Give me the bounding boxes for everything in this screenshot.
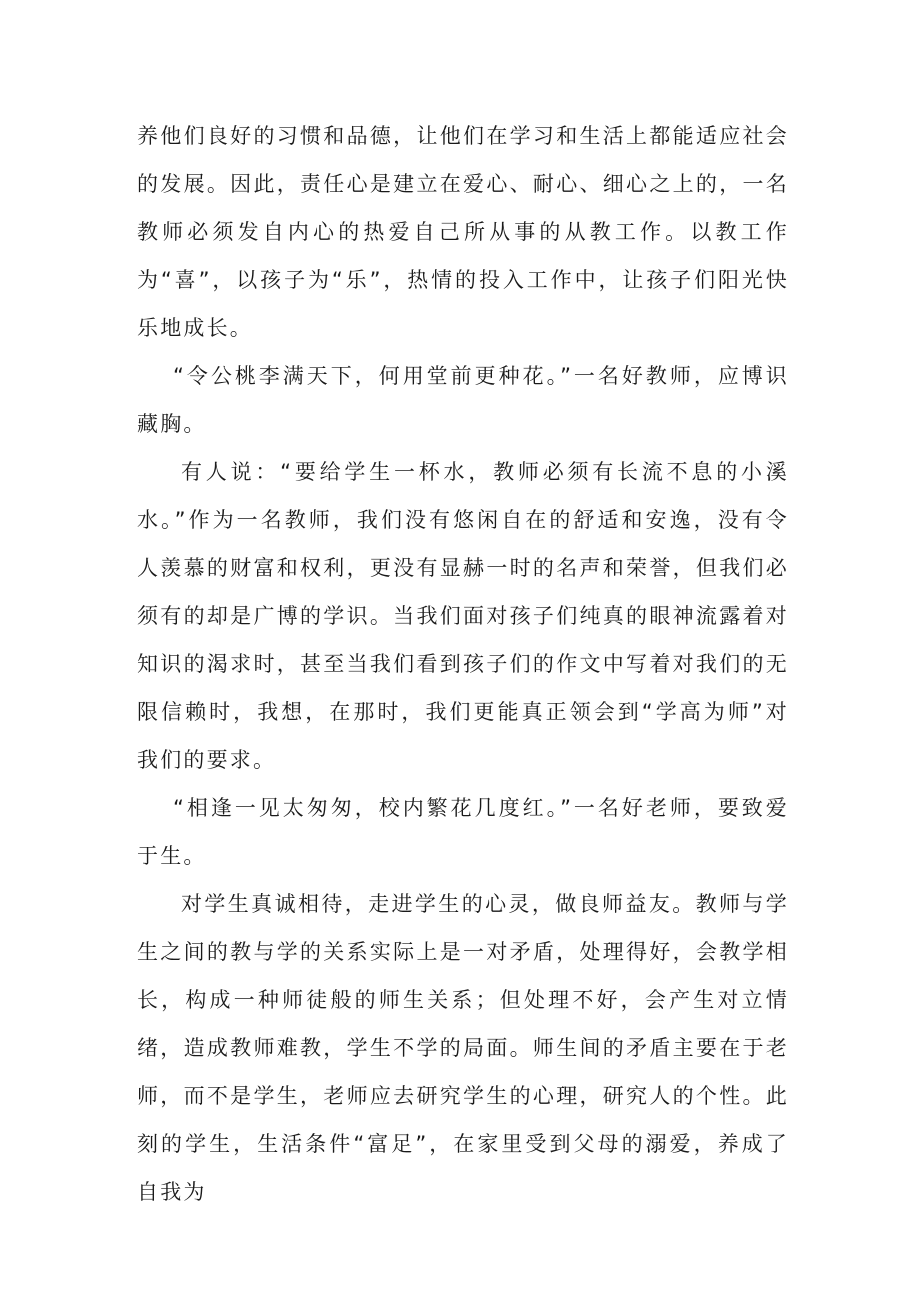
paragraph-sincerity: 对学生真诚相待，走进学生的心灵，做良师益友。教师与学生之间的教与学的关系实际上是一对矛盾，处理得好，会教学相长，构成一种师徒般的师生关系；但处理不好，会产生对立情绪，造成教师难教，学生不学的局面。师生间的矛盾主要在于老师，而不是学生，老师应去研究学生的心理，研究人的个性。此刻的学生，生活条件“富足”，在家里受到父母的溺爱，养成了自我为 <box>137 892 789 1204</box>
paragraph-continuation: 养他们良好的习惯和品德，让他们在学习和生活上都能适应社会的发展。因此，责任心是建立在爱心、耐心、细心之上的，一名教师必须发自内心的热爱自己所从事的从教工作。以教工作为“喜”，以孩子为“乐”，热情的投入工作中，让孩子们阳光快乐地成长。 <box>137 124 789 340</box>
paragraph-knowledge: 有人说：“要给学生一杯水，教师必须有长流不息的小溪水。”作为一名教师，我们没有悠闲自在的舒适和安逸，没有令人羡慕的财富和权利，更没有显赫一时的名声和荣誉，但我们必须有的却是广博的学识。当我们面对孩子们纯真的眼神流露着对知识的渴求时，甚至当我们看到孩子们的作文中写着对我们的无限信赖时，我想，在那时，我们更能真正领会到“学高为师”对我们的要求。 <box>137 460 789 772</box>
body-text <box>137 112 789 1216</box>
paragraph-quote-meeting: “相逢一见太匆匆，校内繁花几度红。”一名好老师，要致爱于生。 <box>137 796 789 868</box>
paragraph-quote-peach-plum: “令公桃李满天下，何用堂前更种花。”一名好教师，应博识藏胸。 <box>137 364 789 436</box>
